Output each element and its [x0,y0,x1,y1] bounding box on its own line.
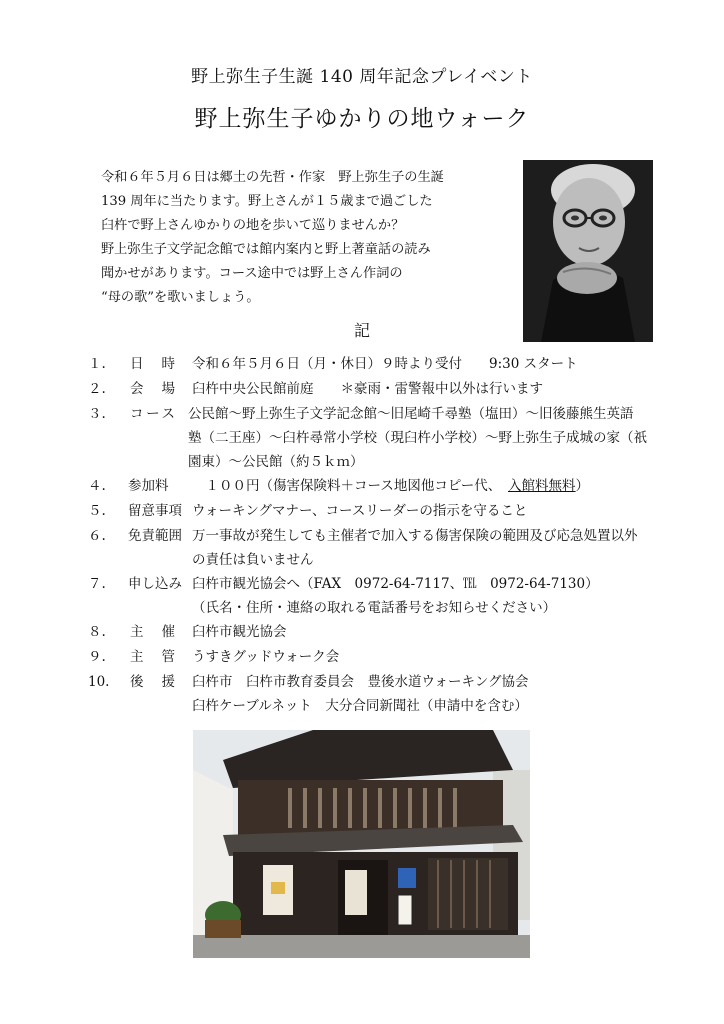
detail-item-fee [88,474,688,499]
house-illustration [193,730,530,958]
detail-item-application [88,572,688,620]
detail-item-notes [88,499,688,524]
event-details-list [88,352,688,718]
item-number: 10. [88,674,110,690]
author-portrait-photo [523,160,653,342]
item-number: ３. [88,406,106,422]
intro-line: 臼杵で野上さんゆかりの地を歩いて巡りませんか？ [101,218,405,233]
item-label: 免責範囲 [128,528,182,544]
intro-line: 野上弥生子文学記念館では館内案内と野上著童話の読み [101,242,431,257]
item-value [192,352,678,376]
fee-text-end: ） [575,478,590,494]
free-admission-note: 入館料無料 [508,478,576,494]
item-value [188,402,674,474]
item-value [192,524,678,572]
item-value-line: （氏名・住所・連絡の取れる電話番号をお知らせください） [192,600,557,616]
intro-line: 139 周年に当たります。野上さんが１５歳まで過ごした [101,194,433,209]
item-value-line [192,474,678,498]
item-label: 主 管 [130,649,175,665]
item-value-line: ウォーキングマナー、コースリーダーの指示を守ること [192,503,528,519]
item-label: コース [130,406,175,422]
detail-item-disclaimer [88,524,688,572]
event-title: 野上弥生子ゆかりの地ウォーク [194,106,530,132]
item-value-line: 園東）〜公民館（約５ｋｍ） [188,454,364,470]
item-value-line: 臼杵ケーブルネット 大分合同新聞社（申請中を含む） [192,698,528,714]
item-number: ７. [88,576,106,592]
item-label: 参加料 [128,478,169,494]
item-number: ９. [88,649,106,665]
detail-item-management [88,645,688,670]
item-value-line: 臼杵市観光協会 [192,624,287,640]
item-number: ２. [88,381,106,397]
item-label: 会 場 [130,381,175,397]
item-value-line: 臼杵中央公民館前庭 ＊豪雨・雷警報中以外は行います [192,381,543,397]
intro-line: 令和６年５月６日は郷土の先哲・作家 野上弥生子の生誕 [101,170,444,185]
item-label: 主 催 [130,624,175,640]
item-value-line: の責任は負いません [192,552,314,568]
item-value [192,572,678,620]
intro-line: “母の歌”を歌いましょう。 [101,290,260,305]
detail-item-organizer [88,620,688,645]
item-value [192,474,678,498]
item-number: １. [88,356,106,372]
item-number: ６. [88,528,106,544]
item-value [192,645,678,669]
item-value [192,499,678,523]
item-label: 申し込み [128,576,182,592]
item-value-line: 万一事故が発生しても主催者で加入する傷害保険の範囲及び応急処置以外 [192,528,638,544]
portrait-illustration [523,160,653,342]
item-value-line: 塾（二王座）〜臼杵尋常小学校（現臼杵小学校）〜野上弥生子成城の家（祇 [188,430,647,446]
item-value [192,377,678,401]
detail-item-support [88,670,688,718]
detail-item-course [88,402,688,474]
item-value [192,670,678,718]
item-value-line: 令和６年５月６日（月・休日）９時より受付 9:30 スタート [192,356,578,372]
detail-item-datetime [88,352,688,377]
intro-line: 聞かせがあります。コース途中では野上さん作詞の [101,266,403,281]
intro-paragraph [101,166,511,310]
item-label: 後 援 [130,674,175,690]
item-number: ５. [88,503,106,519]
item-label: 日 時 [130,356,175,372]
event-subtitle: 野上弥生子生誕 140 周年記念プレイベント [191,67,533,87]
item-value-line: うすきグッドウォーク会 [192,649,340,665]
memorial-house-photo [193,730,530,958]
item-number: ４. [88,478,106,494]
item-value-line: 臼杵市観光協会へ（FAX 0972-64-7117、℡ 0972-64-7130） [192,576,599,592]
fee-text: １００円（傷害保険料＋コース地図他コピー代、 [192,478,509,494]
item-label: 留意事項 [128,503,182,519]
item-value-line: 公民館〜野上弥生子文学記念館〜旧尾崎千尋塾（塩田）〜旧後藤熊生英語 [188,406,634,422]
detail-item-venue [88,377,688,402]
item-number: ８. [88,624,106,640]
item-value [192,620,678,644]
ki-heading: 記 [353,321,370,340]
item-value-line: 臼杵市 臼杵市教育委員会 豊後水道ウォーキング協会 [192,674,529,690]
